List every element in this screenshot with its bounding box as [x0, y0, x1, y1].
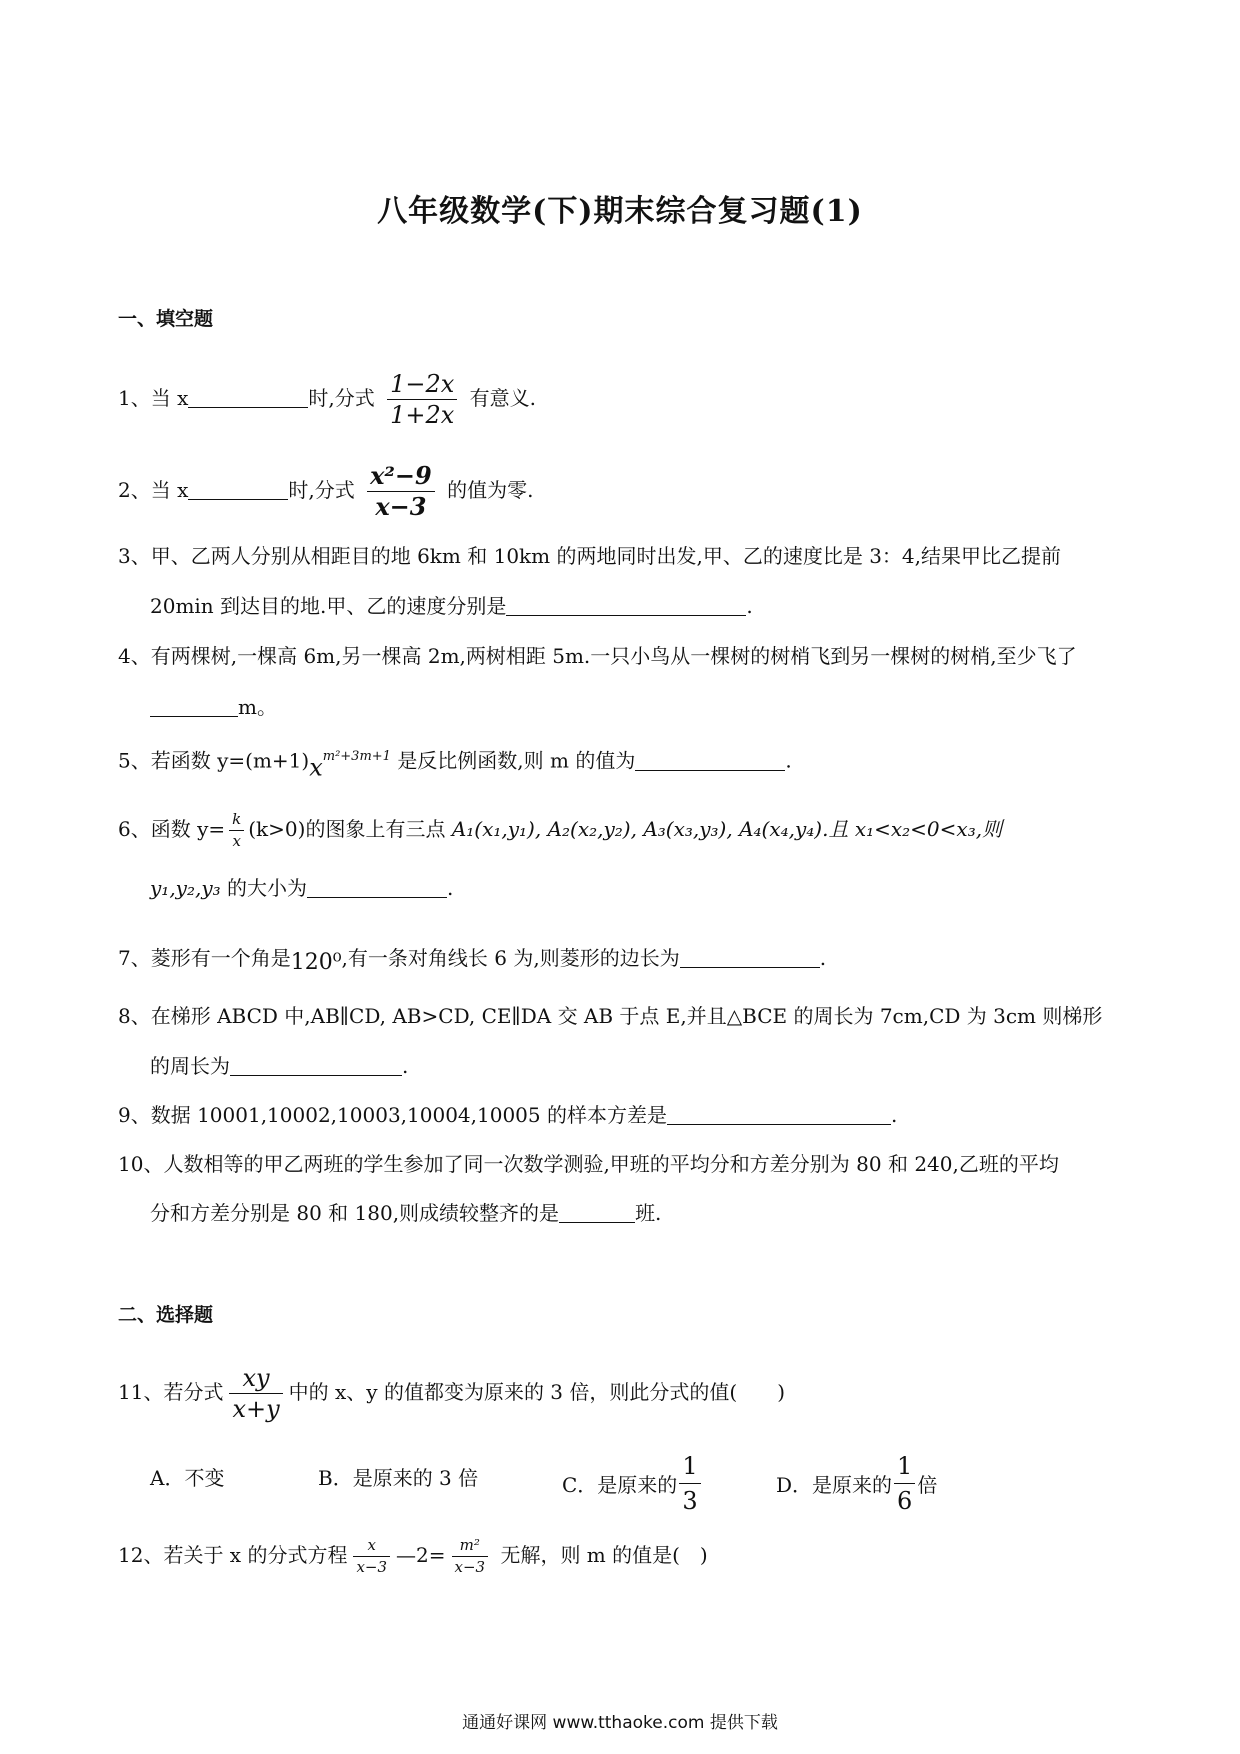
fraction: $\frac{1-2x}{1+2x}$	[387, 372, 457, 427]
question-11: 11、若分式 $\frac{xy}{x+y}$ 中的 x、y 的值都变为原来的 3 倍，则此分式的值( )	[118, 1364, 785, 1423]
power-base: x	[309, 753, 323, 782]
question-3-line-2: 20min 到达目的地.甲、乙的速度分别是 .	[150, 594, 753, 618]
question-6-line-2: y₁,y₂,y₃ 的大小为 .	[150, 876, 454, 900]
question-10-line-1: 10、人数相等的甲乙两班的学生参加了同一次数学测验,甲班的平均分和方差分别为 80 和 240,乙班的平均	[118, 1152, 1059, 1176]
question-7: 7、菱形有一个角是120⁰,有一条对角线长 6 为,则菱形的边长为 .	[118, 946, 827, 975]
section-heading-fill-in: 一、填空题	[118, 308, 214, 330]
question-10-line-2: 分和方差分别是 80 和 180,则成绩较整齐的是 班.	[150, 1201, 662, 1225]
question-9: 9、数据 10001,10002,10003,10004,10005 的样本方差是 .	[118, 1103, 898, 1127]
fraction: $\frac{\text{m²}}{x-3}$	[452, 1538, 489, 1575]
fraction: $\frac{x}{x-3}$	[353, 1538, 390, 1575]
question-4-line-1: 4、有两棵树,一棵高 6m,另一棵高 2m,两树相距 5m.一只小鸟从一棵树的树梢飞到另一棵树的树梢,至少飞了	[118, 644, 1077, 668]
fraction: $\frac{1}{3}$	[679, 1452, 700, 1515]
answer-blank[interactable]	[188, 389, 308, 408]
fraction: $\frac{\text{x²−9}}{x-3}$	[367, 464, 435, 519]
q2-text: 2、当 x	[118, 478, 189, 502]
answer-blank[interactable]	[150, 698, 238, 717]
points-list: A₁(x₁,y₁), A₂(x₂,y₂), A₃(x₃,y₃), A₄(x₄,y₄)	[451, 817, 823, 841]
section-heading-choice: 二、选择题	[118, 1304, 214, 1326]
fraction: $\frac{1}{6}$	[894, 1452, 915, 1515]
question-2	[118, 461, 534, 521]
question-3-line-1: 3、甲、乙两人分别从相距目的地 6km 和 10km 的两地同时出发,甲、乙的速度比是 3：4,结果甲比乙提前	[118, 544, 1062, 568]
answer-blank[interactable]	[188, 481, 288, 500]
fraction: $\frac{xy}{x+y}$	[229, 1366, 282, 1421]
question-8-line-1: 8、在梯形 ABCD 中,AB∥CD, AB>CD, CE∥DA 交 AB 于点 E,并且△BCE 的周长为 7cm,CD 为 3cm 则梯形	[118, 1004, 1103, 1028]
answer-blank[interactable]	[559, 1204, 635, 1223]
answer-blank[interactable]	[635, 752, 785, 771]
question-6-line-1: 6、函数 y= $\frac{k}{x}$ (k>0)的图象上有三点 A₁(x₁,y₁), A₂(x₂,y₂), A₃(x₃,y₃), A₄(x₄,y₄).且 x₁<x₂<0<x₃,则	[118, 810, 1003, 850]
question-12: 12、若关于 x 的分式方程 $\frac{x}{x-3}$ —2= $\frac{\text{m²}}{x-3}$ 无解，则 m 的值是( )	[118, 1536, 708, 1576]
fraction: $\frac{k}{x}$	[229, 812, 244, 849]
q1-text: 1、当 x	[118, 386, 189, 410]
option-d[interactable]: D．是原来的 $\frac{1}{6}$ 倍	[776, 1452, 938, 1515]
q2-text-mid: 时,分式	[288, 478, 355, 502]
answer-blank[interactable]	[506, 597, 746, 616]
answer-blank[interactable]	[667, 1106, 891, 1125]
option-a[interactable]: A．不变	[150, 1466, 225, 1490]
power-exponent: m²+3m+1	[322, 749, 391, 764]
answer-blank[interactable]	[307, 879, 447, 898]
option-c[interactable]: C．是原来的 $\frac{1}{3}$	[562, 1452, 703, 1515]
question-5: 5、若函数 $y=(m+1)x^{m^2+3m+1}$ 是反比例函数,则 m 的值为 .	[118, 748, 792, 782]
answer-blank[interactable]	[230, 1057, 402, 1076]
page-title: 八年级数学(下)期末综合复习题(1)	[377, 194, 863, 229]
answer-blank[interactable]	[680, 949, 820, 968]
question-1	[118, 372, 536, 427]
question-4-line-2: m。	[150, 697, 277, 717]
q2-text-post: 的值为零.	[447, 478, 534, 502]
angle-value: 120⁰	[290, 950, 342, 975]
q1-text-mid: 时,分式	[308, 386, 375, 410]
footer-source: 通通好课网 www.tthaoke.com 提供下载	[462, 1713, 778, 1733]
question-8-line-2: 的周长为 .	[150, 1054, 409, 1078]
option-b[interactable]: B．是原来的 3 倍	[318, 1466, 479, 1490]
q1-text-post: 有意义.	[469, 386, 536, 410]
